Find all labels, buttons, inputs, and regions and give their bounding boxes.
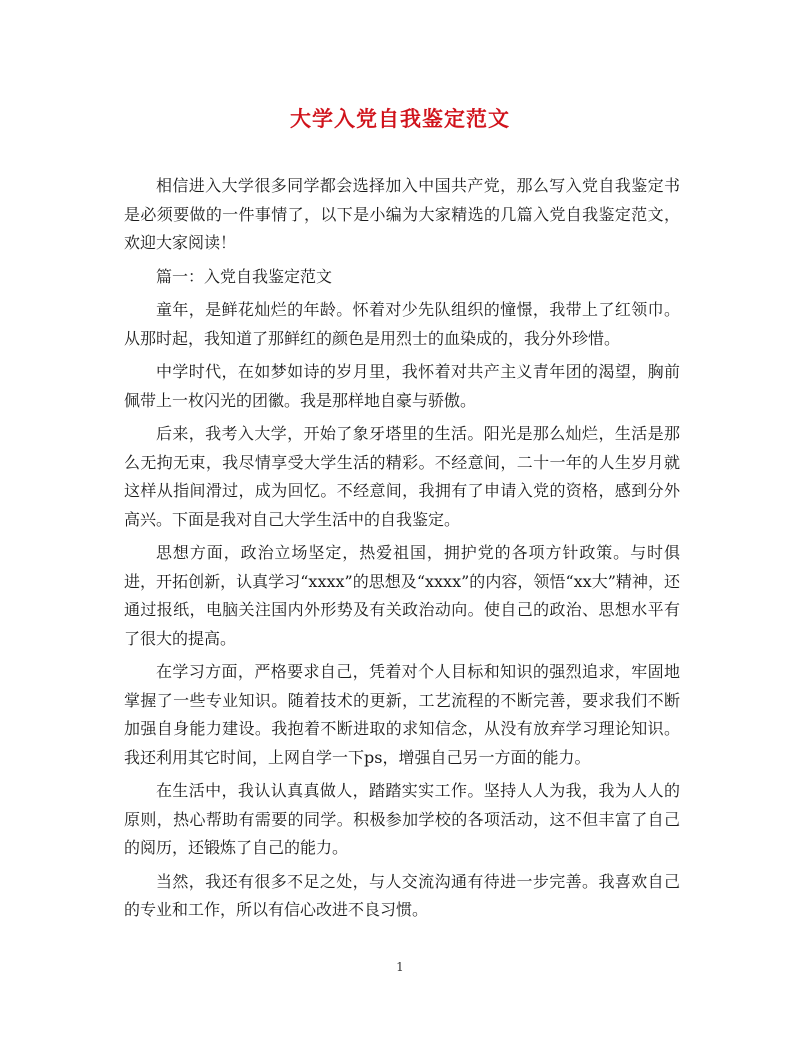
- paragraph-childhood: 童年，是鲜花灿烂的年龄。怀着对少先队组织的憧憬，我带上了红领巾。从那时起，我知道了那鲜红的颜色是用烈士的血染成的，我分外珍惜。: [124, 300, 680, 348]
- paragraph-ideology: 思想方面，政治立场坚定，热爱祖国，拥护党的各项方针政策。与时俱进，开拓创新，认真学习“xxxx”的思想及“xxxx”的内容，领悟“xx大”精神，还通过报纸，电脑关注国内外形势及有关政治动向。使自己的政治、思想水平有了很大的提高。: [124, 543, 680, 648]
- paragraph-study: 在学习方面，严格要求自己，凭着对个人目标和知识的强烈追求，牢固地掌握了一些专业知识。随着技术的更新，工艺流程的不断完善，要求我们不断加强自身能力建设。我抱着不断进取的求知信念，从没有放弃学习理论知识。我还利用其它时间，上网自学一下ps，增强自己另一方面的能力。: [124, 662, 680, 767]
- paragraph-intro: 相信进入大学很多同学都会选择加入中国共产党，那么写入党自我鉴定书是必须要做的一件事情了，以下是小编为大家精选的几篇入党自我鉴定范文，欢迎大家阅读！: [124, 176, 680, 252]
- section-heading: 篇一：入党自我鉴定范文: [156, 266, 333, 286]
- paragraph-university: 后来，我考入大学，开始了象牙塔里的生活。阳光是那么灿烂，生活是那么无拘无束，我尽情享受大学生活的精彩。不经意间，二十一年的人生岁月就这样从指间滑过，成为回忆。不经意间，我拥有了申请入党的资格，感到分外高兴。下面是我对自己大学生活中的自我鉴定。: [124, 424, 680, 529]
- paragraph-shortcomings: 当然，我还有很多不足之处，与人交流沟通有待进一步完善。我喜欢自己的专业和工作，所以有信心改进不良习惯。: [124, 871, 680, 919]
- paragraph-life: 在生活中，我认认真真做人，踏踏实实工作。坚持人人为我，我为人人的原则，热心帮助有需要的同学。积极参加学校的各项活动，这不但丰富了自己的阅历，还锻炼了自己的能力。: [124, 781, 680, 857]
- document-title: 大学入党自我鉴定范文: [290, 106, 510, 131]
- paragraph-middle-school: 中学时代，在如梦如诗的岁月里，我怀着对共产主义青年团的渴望，胸前佩带上一枚闪光的团徽。我是那样地自豪与骄傲。: [124, 362, 680, 410]
- document-body: [124, 172, 680, 930]
- page-number: 1: [396, 960, 404, 974]
